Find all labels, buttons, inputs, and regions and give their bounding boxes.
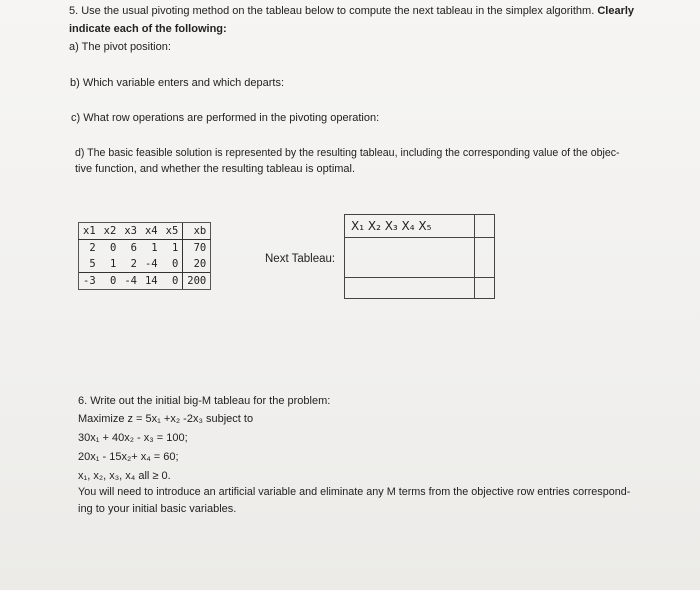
tableau-cell: 6 <box>130 242 137 254</box>
tableau-cell: 70 <box>183 240 211 257</box>
q6-note-line1: You will need to introduce an artificial variable and eliminate any M terms from the objective row entries correspond- <box>78 486 631 498</box>
next-tableau-blank <box>344 214 495 299</box>
q6-constraint-2: 20x₁ - 15x₂+ x₄ = 60; <box>78 451 179 463</box>
tableau-cell: 1 <box>151 242 158 254</box>
tableau-cell: 0 <box>162 273 183 290</box>
tableau-header: x4 <box>141 223 162 240</box>
tableau-header: x1 <box>79 223 100 240</box>
next-tableau-label: Next Tableau: <box>265 253 336 265</box>
q5-line2: indicate each of the following: <box>69 23 227 35</box>
q5-part-a: a) The pivot position: <box>69 41 171 53</box>
tableau-header: x5 <box>162 223 183 240</box>
q5-instruction: 5. Use the usual pivoting method on the tableau below to compute the next tableau in the simplex algorithm. <box>69 5 595 17</box>
tableau-cell: -4 <box>120 273 141 290</box>
simplex-tableau <box>78 222 211 290</box>
q5-part-d-line1: d) The basic feasible solution is represented by the resulting tableau, including the corresponding value of the objec- <box>75 147 620 159</box>
tableau-header: x2 <box>100 223 121 240</box>
q5-part-c: c) What row operations are performed in the pivoting operation: <box>71 112 380 124</box>
tableau-cell: -4 <box>144 258 158 270</box>
tableau-cell: 0 <box>109 242 117 254</box>
tableau-cell: 14 <box>141 273 162 290</box>
tableau-objective-row <box>79 273 211 290</box>
q6-constraint-1: 30x₁ + 40x₂ - x₃ = 100; <box>78 432 188 444</box>
q5-line1 <box>69 4 634 19</box>
tableau-header-row <box>79 223 211 240</box>
tableau-cell: 0 <box>171 258 179 270</box>
blank-row-divider <box>345 277 494 278</box>
tableau-header: xb <box>183 223 211 240</box>
q5-part-d-line2: tive function, and whether the resulting tableau is optimal. <box>75 163 356 175</box>
tableau-cell: 200 <box>183 273 211 290</box>
tableau-cell: 5 <box>79 256 100 273</box>
q6-constraint-3: x₁, x₂, x₃, x₄ all ≥ 0. <box>78 470 171 482</box>
tableau-header: x3 <box>120 223 141 240</box>
tableau-cell: 1 <box>109 258 117 270</box>
blank-row-divider <box>345 237 494 238</box>
tableau-cell: 2 <box>79 240 100 257</box>
q6-note-line2: ing to your initial basic variables. <box>78 503 237 515</box>
tableau-cell: 20 <box>183 256 211 273</box>
tableau-cell: 1 <box>171 242 179 254</box>
next-tableau-header: X₁ X₂ X₃ X₄ X₅ <box>351 219 432 233</box>
q5-clearly: Clearly <box>597 5 635 17</box>
q6-objective: Maximize z = 5x₁ +x₂ -2x₃ subject to <box>78 413 254 425</box>
tableau-cell: -3 <box>79 273 100 290</box>
tableau-cell: 0 <box>100 273 121 290</box>
tableau-row <box>79 256 211 273</box>
tableau-row <box>79 240 211 257</box>
q5-part-b: b) Which variable enters and which departs: <box>70 77 284 89</box>
q6-title: 6. Write out the initial big-M tableau for the problem: <box>78 395 331 407</box>
blank-column-divider <box>474 215 475 298</box>
tableau-cell: 2 <box>130 258 137 270</box>
